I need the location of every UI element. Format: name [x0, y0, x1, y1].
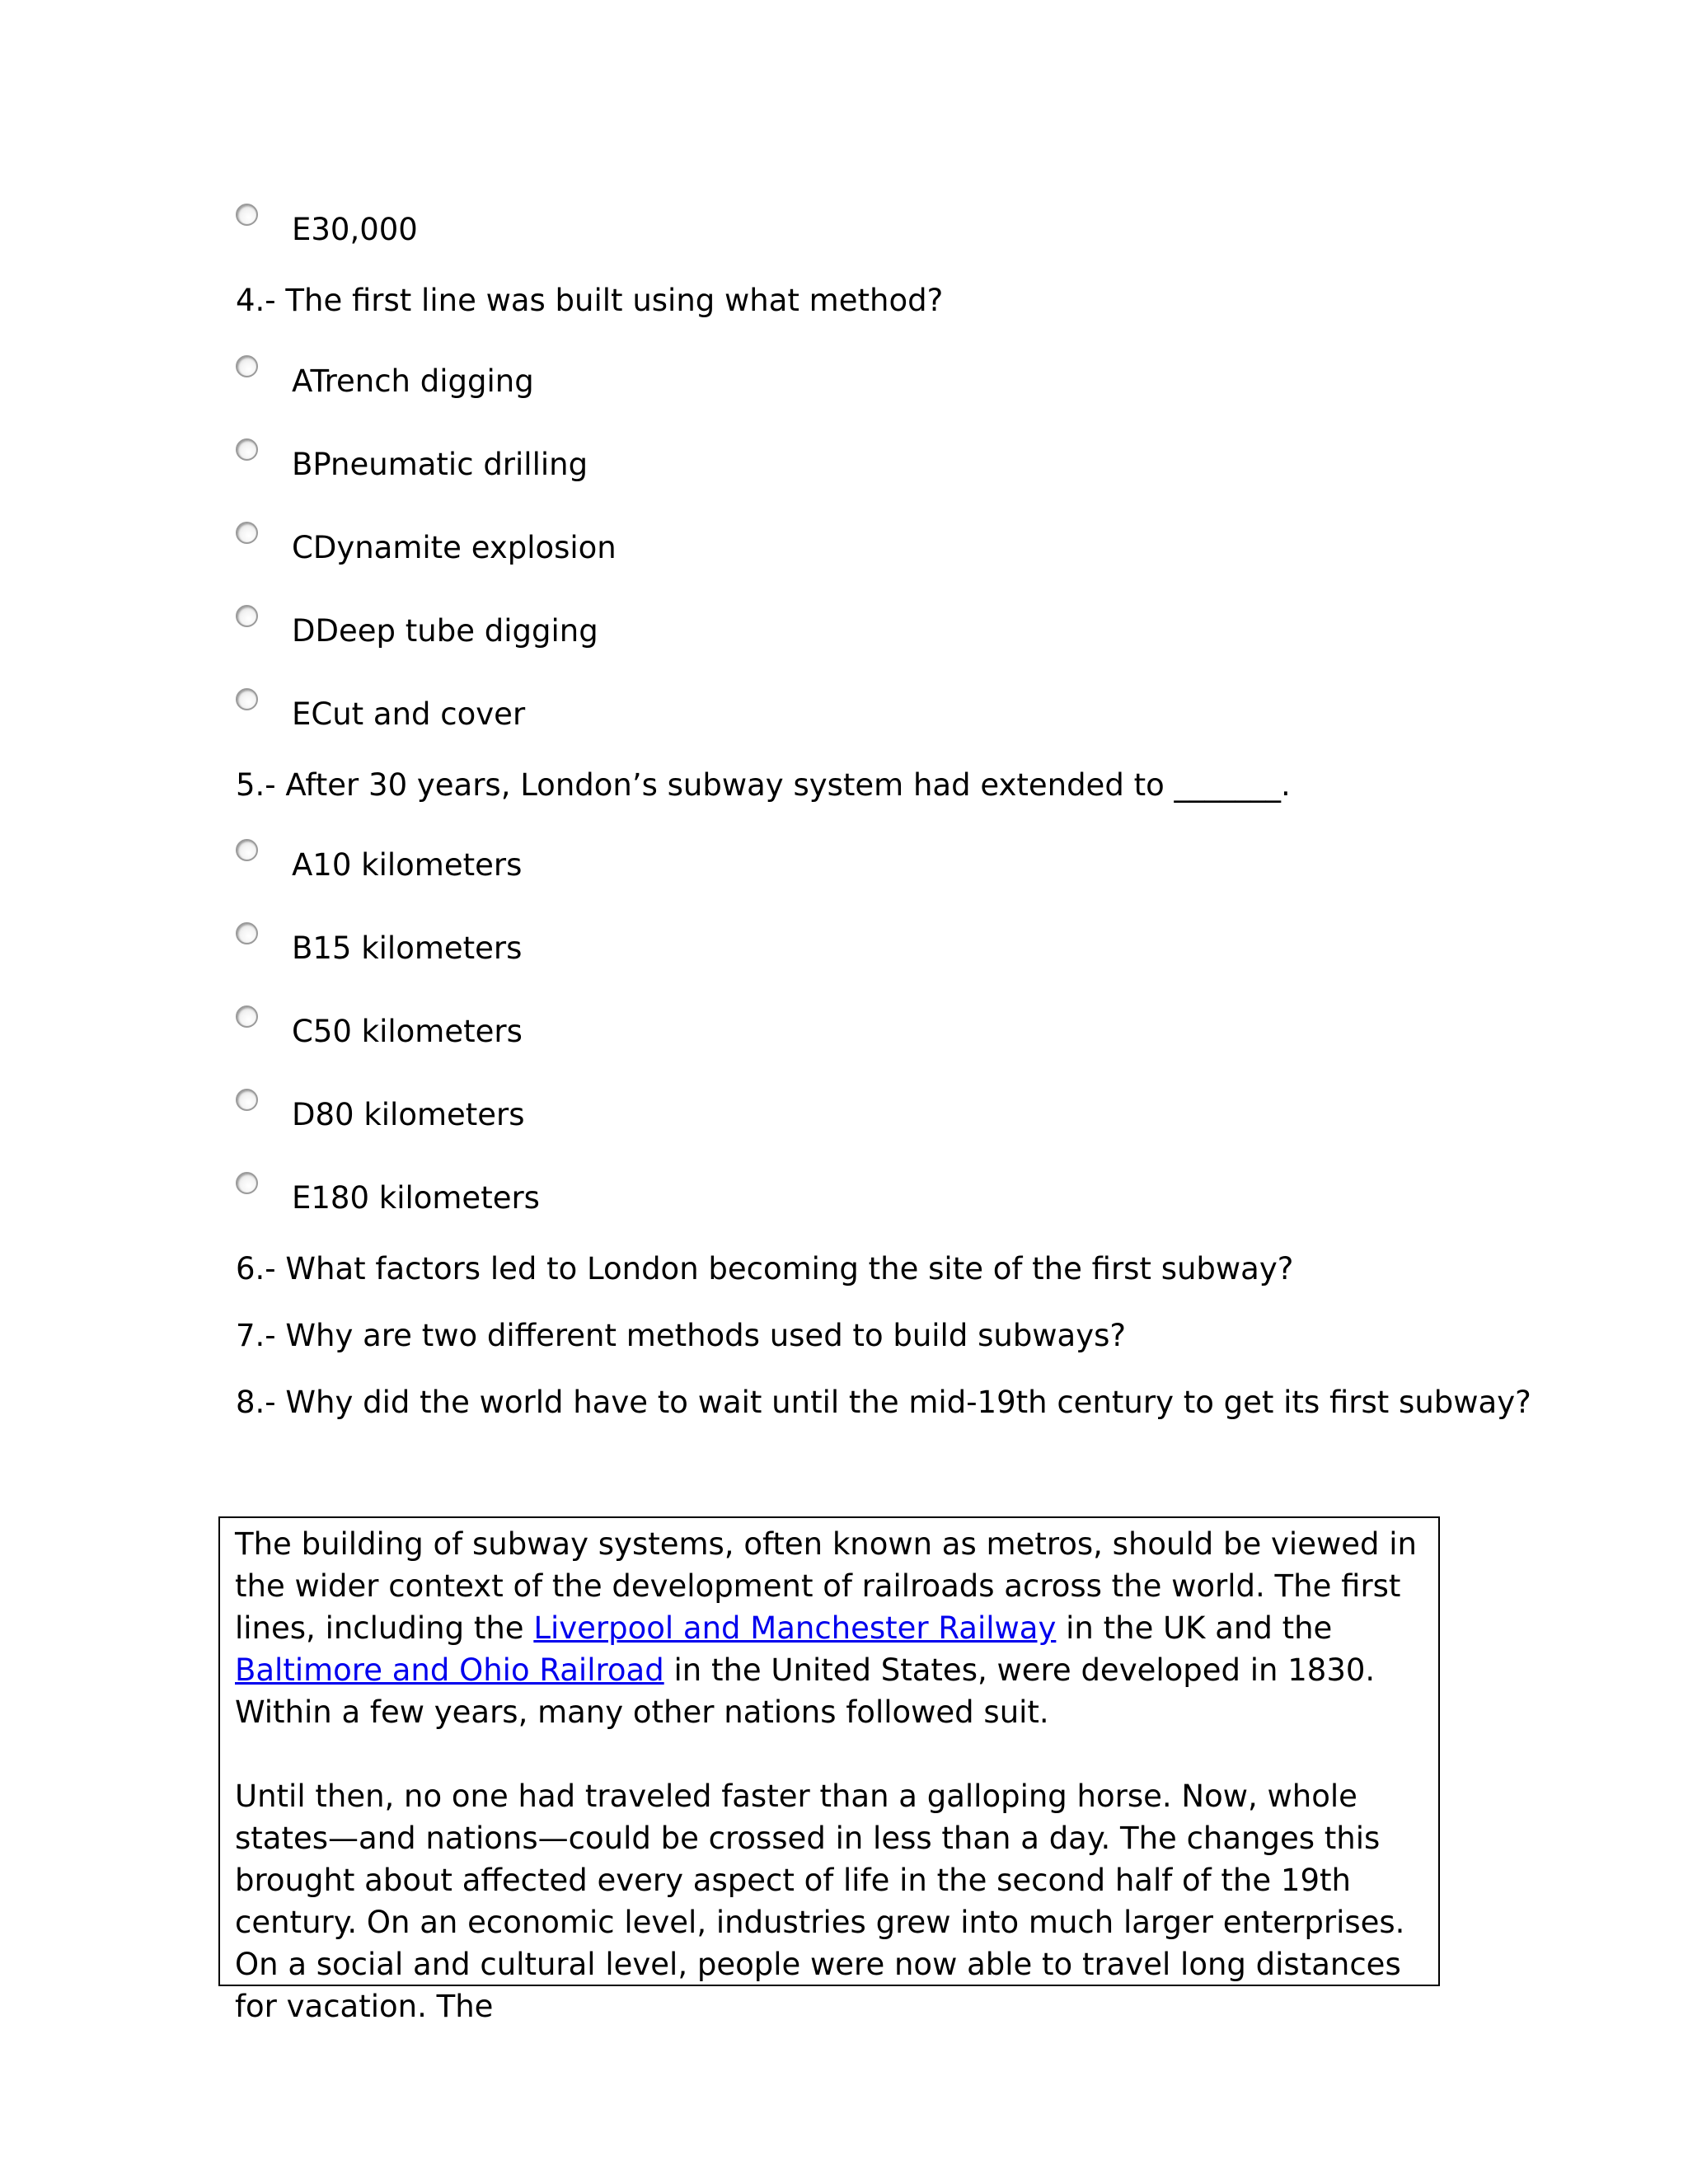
option-label: B15 kilometers: [292, 930, 523, 966]
option-label: DDeep tube digging: [292, 613, 598, 649]
q4-option-d[interactable]: [236, 605, 1225, 654]
passage-text: in the United States, were developed in 1830. Within a few years, many other nations followed suit.: [235, 1652, 1376, 1730]
radio-button[interactable]: [236, 1172, 258, 1194]
option-label: E180 kilometers: [292, 1180, 540, 1216]
q3-option-e[interactable]: [236, 204, 1225, 253]
baltimore-ohio-link[interactable]: Baltimore and Ohio Railroad: [235, 1652, 664, 1688]
option-label: ECut and cover: [292, 696, 526, 732]
radio-button[interactable]: [236, 688, 258, 710]
question-4: 4.- The first line was built using what method?: [236, 283, 944, 318]
radio-button[interactable]: [236, 922, 258, 944]
option-label: A10 kilometers: [292, 847, 523, 883]
liverpool-manchester-link[interactable]: Liverpool and Manchester Railway: [533, 1610, 1057, 1646]
radio-button[interactable]: [236, 355, 258, 377]
q5-option-d[interactable]: [236, 1089, 1225, 1138]
q4-option-b[interactable]: [236, 438, 1225, 488]
q5-option-c[interactable]: [236, 1005, 1225, 1055]
q5-option-e[interactable]: [236, 1172, 1225, 1221]
option-label: E30,000: [292, 212, 418, 247]
q5-option-a[interactable]: [236, 839, 1225, 888]
q4-option-e[interactable]: [236, 688, 1225, 738]
option-label: C50 kilometers: [292, 1014, 523, 1049]
option-label: D80 kilometers: [292, 1097, 525, 1132]
question-6: 6.- What factors led to London becoming the site of the first subway?: [236, 1251, 1294, 1286]
radio-button[interactable]: [236, 605, 258, 627]
passage-paragraph-2: Until then, no one had traveled faster than a galloping horse. Now, whole states—and nations—could be crossed in less than a day. The changes this brought about affected every aspect of life in the second half of the 19th century. On an economic level, industries grew into much larger enterprises. On a social and cultural level, people were now able to travel long distances for vacation. The: [235, 1779, 1405, 2024]
radio-button[interactable]: [236, 1005, 258, 1028]
question-7: 7.- Why are two different methods used to build subways?: [236, 1318, 1127, 1353]
q4-option-a[interactable]: [236, 355, 1225, 405]
reading-passage-box: [218, 1516, 1440, 2024]
passage-text: in the UK and the: [1056, 1610, 1333, 1646]
passage-text: The building of subway systems, often known as metros, should be viewed in the wider context of the development of railroads across the world. The first lines, including the: [235, 1526, 1417, 1646]
passage-paragraph-1: [235, 1523, 1425, 1733]
option-label: CDynamite explosion: [292, 530, 617, 565]
question-8: 8.- Why did the world have to wait until the mid-19th century to get its first subway?: [236, 1385, 1531, 1420]
radio-button[interactable]: [236, 1089, 258, 1111]
radio-button[interactable]: [236, 839, 258, 861]
q5-option-b[interactable]: [236, 922, 1225, 972]
q4-option-c[interactable]: [236, 522, 1225, 571]
radio-button[interactable]: [236, 204, 258, 226]
option-label: ATrench digging: [292, 363, 534, 399]
option-label: BPneumatic drilling: [292, 447, 588, 482]
radio-button[interactable]: [236, 522, 258, 544]
question-5: 5.- After 30 years, London’s subway system had extended to _______.: [236, 767, 1291, 803]
radio-button[interactable]: [236, 438, 258, 461]
